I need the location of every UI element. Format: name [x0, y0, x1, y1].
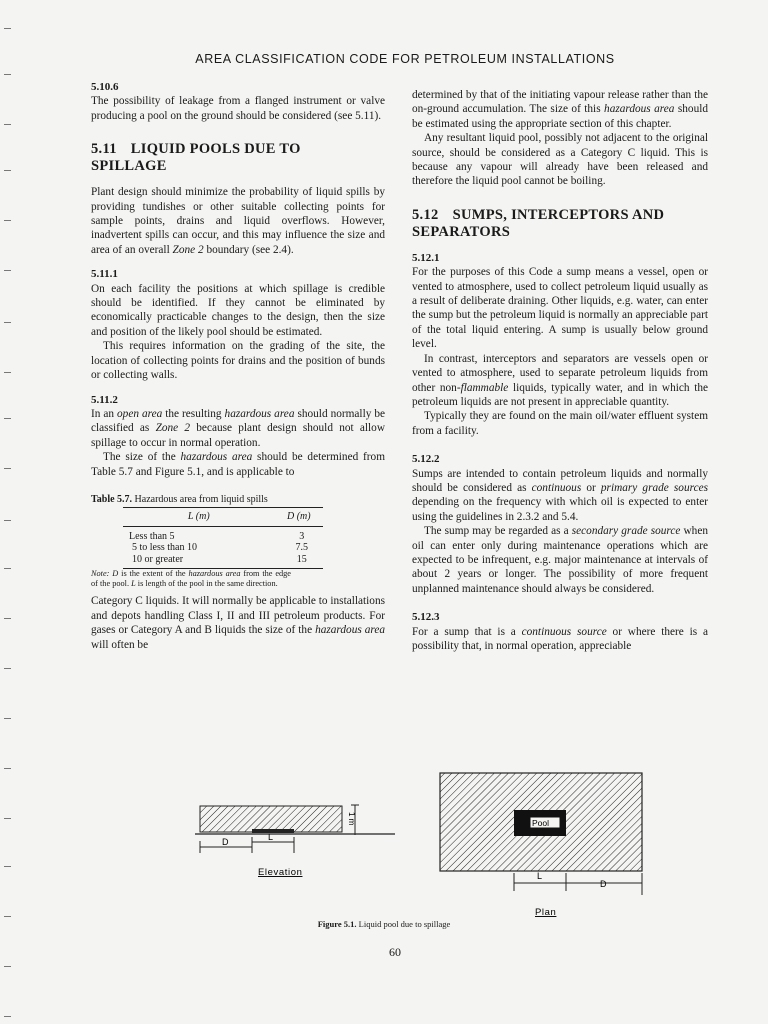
paragraph: determined by that of the initiating vapour release rather than the on-ground accumulation. The size of this hazardous area should be estimated using the appropriate section of this chapter.	[412, 89, 709, 130]
table-row: 5 to less than 10 7.5	[132, 542, 309, 554]
elevation-diagram	[195, 805, 395, 853]
section-number: 5.12.2	[412, 453, 440, 466]
table-row: 10 or greater 15	[123, 554, 323, 569]
pool-label: Pool	[532, 818, 550, 828]
paragraph: The possibility of leakage from a flanged instrument or valve producing a pool on the ground should be considered (see 5.11).	[91, 95, 385, 122]
section-heading-cont: SEPARATORS	[412, 223, 511, 240]
paragraph: The sump may be regarded as a secondary grade source when oil can enter only during maintenance operations which are expected to be infrequent, e.g. major maintenance at intervals of about 2 years or longer. The possibility of more frequent unplanned maintenance should always be considered.	[412, 525, 708, 595]
section-number: 5.12.1	[412, 251, 440, 264]
paragraph: In an open area the resulting hazardous area should normally be classified as Zone 2 because plant design should not allow spillage to occur in normal operation.	[91, 407, 385, 449]
dimension-D-label: D	[222, 837, 229, 847]
paragraph: In contrast, interceptors and separators are vessels open or vented to atmosphere, used to separate petroleum liquids from other non-flammable liquids, typically water, and in which the petroleum liquids are not present in appreciable quantity.	[412, 352, 708, 408]
hazard-table	[123, 507, 323, 569]
plan-label: Plan	[535, 907, 557, 918]
height-label: 1 m	[347, 812, 356, 826]
paragraph: Category C liquids. It will normally be applicable to installations and depots handling Class I, II and III petroleum products. For gases or Category A and B liquids the size of the hazardous area will often be	[91, 595, 385, 651]
table-note: Note: D is the extent of the hazardous area from the edge of the pool. L is length of the pool in the same direction.	[91, 569, 291, 588]
left-column	[91, 80, 385, 652]
plan-D-label: D	[600, 879, 607, 889]
paragraph: Sumps are intended to contain petroleum liquids and normally should be considered as continuous or primary grade sources depending on the frequency with which oil is expected to enter using the guidelines in 2.3.2 and 5.4.	[412, 467, 709, 523]
section-number: 5.11.1	[91, 268, 118, 281]
table-header: D (m)	[275, 508, 323, 527]
figure-liquid-pool	[0, 765, 768, 935]
paragraph: Any resultant liquid pool, possibly not adjacent to the original source, should be considered as a Category C liquid. This is because any vapour will already have been released and therefore the liquid pool cannot be boiling.	[412, 132, 708, 188]
table-header: L (m)	[123, 508, 275, 527]
section-heading-cont: SPILLAGE	[91, 158, 167, 175]
right-column	[412, 88, 708, 653]
paragraph: Plant design should minimize the probability of liquid spills by providing tundishes or other suitable collecting points for sample points, drains and liquid overflows. However, inadvertent spills can occur, and this may influence the size and area of an overall Zone 2 boundary (see 2.4).	[91, 186, 385, 256]
dimension-L-label: L	[268, 832, 274, 842]
paragraph: Typically they are found on the main oil/water effluent system from a facility.	[412, 410, 708, 437]
paragraph: For a sump that is a continuous source or where there is a possibility that, in normal operation, appreciable	[412, 625, 708, 652]
paragraph: This requires information on the grading of the site, the location of collecting points for drains and the position of bunds or collecting walls.	[91, 340, 385, 382]
table-row: Less than 5 3	[129, 530, 305, 542]
section-heading: 5.12 SUMPS, INTERCEPTORS AND	[412, 206, 665, 223]
plan-diagram	[440, 773, 642, 895]
paragraph: The size of the hazardous area should be determined from Table 5.7 and Figure 5.1, and is applicable to	[91, 451, 385, 478]
page-number: 60	[389, 945, 401, 959]
section-number: 5.12.3	[412, 611, 440, 624]
plan-L-label: L	[537, 871, 543, 881]
elevation-label: Elevation	[258, 867, 303, 878]
paragraph: For the purposes of this Code a sump means a vessel, open or vented to atmosphere, used to collect petroleum liquid usually as a result of deliberate draining. Other liquids, e.g. water, can enter the sump but the petroleum liquid is normally an appreciable part of the total liquid entering. A sump is usually below ground level.	[412, 266, 708, 351]
section-number: 5.10.6	[91, 81, 119, 93]
section-number: 5.11.2	[91, 393, 118, 406]
section-heading: 5.11 LIQUID POOLS DUE TO	[91, 141, 301, 158]
running-header: AREA CLASSIFICATION CODE FOR PETROLEUM INSTALLATIONS	[195, 52, 615, 66]
table-caption: Table 5.7. Hazardous area from liquid spills	[91, 493, 268, 505]
figure-caption: Figure 5.1. Liquid pool due to spillage	[317, 919, 451, 929]
paragraph: On each facility the positions at which spillage is credible should be identified. If they cannot be eliminated by economically practicable changes to the design, then the size and position of the likely pool should be estimated.	[91, 282, 385, 338]
